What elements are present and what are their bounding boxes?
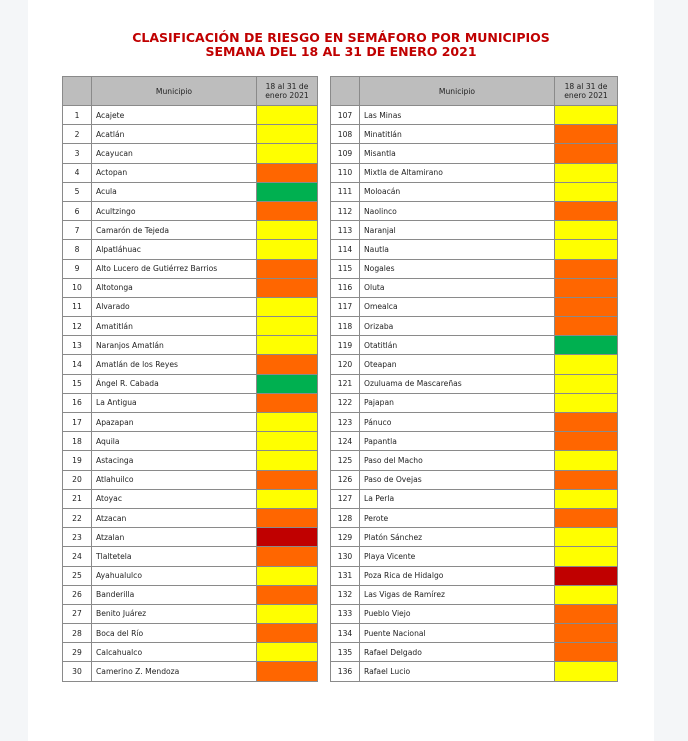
table-row: [331, 585, 618, 604]
title-line-2: SEMANA DEL 18 AL 31 DE ENERO 2021: [205, 44, 477, 59]
row-number: 122: [331, 393, 360, 412]
risk-color-cell: [257, 413, 318, 432]
municipio-name: Otatitlán: [360, 336, 555, 355]
risk-color-cell: [555, 662, 618, 681]
row-number: 128: [331, 508, 360, 527]
table-row: [331, 643, 618, 662]
risk-color-cell: [257, 297, 318, 316]
table-row: [331, 106, 618, 125]
risk-color-cell: [555, 106, 618, 125]
row-number: 18: [63, 432, 92, 451]
row-number: 108: [331, 125, 360, 144]
risk-color-cell: [555, 624, 618, 643]
municipio-name: La Perla: [360, 489, 555, 508]
risk-color-cell: [257, 355, 318, 374]
risk-color-cell: [555, 221, 618, 240]
table-row: [331, 547, 618, 566]
municipio-name: Acula: [92, 182, 257, 201]
table-row: [63, 413, 318, 432]
risk-color-cell: [555, 528, 618, 547]
table-row: [63, 221, 318, 240]
municipio-name: Rafael Delgado: [360, 643, 555, 662]
table-row: [331, 662, 618, 681]
table-row: [331, 604, 618, 623]
row-number: 17: [63, 413, 92, 432]
risk-color-cell: [555, 201, 618, 220]
risk-color-cell: [555, 355, 618, 374]
municipio-name: Papantla: [360, 432, 555, 451]
municipio-name: Apazapan: [92, 413, 257, 432]
municipio-name: Camerino Z. Mendoza: [92, 662, 257, 681]
risk-color-cell: [555, 604, 618, 623]
municipio-name: Ángel R. Cabada: [92, 374, 257, 393]
row-number: 26: [63, 585, 92, 604]
row-number: 118: [331, 317, 360, 336]
row-number: 29: [63, 643, 92, 662]
row-number: 135: [331, 643, 360, 662]
risk-color-cell: [257, 566, 318, 585]
header-municipio: Municipio: [92, 77, 257, 106]
row-number: 134: [331, 624, 360, 643]
risk-color-cell: [555, 413, 618, 432]
municipio-name: Rafael Lucio: [360, 662, 555, 681]
risk-color-cell: [257, 106, 318, 125]
header-period: [555, 77, 618, 106]
row-number: 126: [331, 470, 360, 489]
risk-color-cell: [257, 624, 318, 643]
municipio-name: Omealca: [360, 297, 555, 316]
municipio-name: Altotonga: [92, 278, 257, 297]
risk-color-cell: [257, 317, 318, 336]
risk-color-cell: [555, 297, 618, 316]
table-row: [331, 374, 618, 393]
row-number: 3: [63, 144, 92, 163]
row-number: 22: [63, 508, 92, 527]
municipio-name: Astacinga: [92, 451, 257, 470]
header-number: [63, 77, 92, 106]
table-row: [63, 489, 318, 508]
table-row: [331, 451, 618, 470]
municipio-name: Las Minas: [360, 106, 555, 125]
risk-color-cell: [257, 278, 318, 297]
table-row: [63, 662, 318, 681]
table-row: [331, 489, 618, 508]
risk-color-cell: [257, 489, 318, 508]
risk-color-cell: [257, 374, 318, 393]
row-number: 19: [63, 451, 92, 470]
table-row: [331, 125, 618, 144]
risk-color-cell: [555, 585, 618, 604]
row-number: 121: [331, 374, 360, 393]
table-row: [63, 163, 318, 182]
table-row: [63, 259, 318, 278]
table-row: [331, 566, 618, 585]
risk-color-cell: [555, 259, 618, 278]
risk-color-cell: [257, 240, 318, 259]
risk-color-cell: [555, 432, 618, 451]
document-title: [28, 31, 654, 59]
table-row: [331, 528, 618, 547]
municipio-name: Paso del Macho: [360, 451, 555, 470]
risk-color-cell: [257, 201, 318, 220]
table-row: [63, 355, 318, 374]
table-body-left: [63, 106, 318, 682]
risk-color-cell: [257, 528, 318, 547]
table-row: [331, 393, 618, 412]
table-row: [331, 317, 618, 336]
municipio-name: Atoyac: [92, 489, 257, 508]
row-number: 130: [331, 547, 360, 566]
row-number: 112: [331, 201, 360, 220]
header-period-line-1: 18 al 31 de: [564, 82, 608, 91]
row-number: 10: [63, 278, 92, 297]
row-number: 109: [331, 144, 360, 163]
risk-color-cell: [257, 221, 318, 240]
municipio-name: Paso de Ovejas: [360, 470, 555, 489]
row-number: 111: [331, 182, 360, 201]
risk-color-cell: [555, 547, 618, 566]
row-number: 119: [331, 336, 360, 355]
row-number: 116: [331, 278, 360, 297]
row-number: 12: [63, 317, 92, 336]
row-number: 28: [63, 624, 92, 643]
table-row: [63, 624, 318, 643]
municipio-name: Alvarado: [92, 297, 257, 316]
row-number: 25: [63, 566, 92, 585]
row-number: 23: [63, 528, 92, 547]
risk-color-cell: [257, 547, 318, 566]
row-number: 16: [63, 393, 92, 412]
table-row: [63, 240, 318, 259]
municipio-name: Atlahuilco: [92, 470, 257, 489]
municipio-name: Perote: [360, 508, 555, 527]
row-number: 24: [63, 547, 92, 566]
municipio-name: Acayucan: [92, 144, 257, 163]
row-number: 1: [63, 106, 92, 125]
table-row: [331, 336, 618, 355]
risk-color-cell: [257, 393, 318, 412]
table-row: [63, 336, 318, 355]
municipio-name: Tlaltetela: [92, 547, 257, 566]
table-row: [331, 144, 618, 163]
risk-color-cell: [257, 163, 318, 182]
row-number: 114: [331, 240, 360, 259]
risk-table-left: [62, 76, 318, 682]
row-number: 9: [63, 259, 92, 278]
risk-color-cell: [257, 259, 318, 278]
municipio-name: Acajete: [92, 106, 257, 125]
municipio-name: Oteapan: [360, 355, 555, 374]
row-number: 110: [331, 163, 360, 182]
risk-color-cell: [257, 643, 318, 662]
row-number: 136: [331, 662, 360, 681]
risk-color-cell: [555, 125, 618, 144]
table-row: [331, 221, 618, 240]
risk-color-cell: [257, 182, 318, 201]
row-number: 131: [331, 566, 360, 585]
risk-color-cell: [257, 432, 318, 451]
table-row: [331, 413, 618, 432]
municipio-name: Amatitlán: [92, 317, 257, 336]
municipio-name: Pajapan: [360, 393, 555, 412]
risk-color-cell: [555, 489, 618, 508]
risk-color-cell: [555, 144, 618, 163]
risk-color-cell: [555, 240, 618, 259]
table-row: [331, 470, 618, 489]
row-number: 13: [63, 336, 92, 355]
risk-color-cell: [555, 336, 618, 355]
risk-color-cell: [555, 182, 618, 201]
municipio-name: Alpatláhuac: [92, 240, 257, 259]
table-row: [331, 182, 618, 201]
header-period-line-2: enero 2021: [265, 91, 309, 100]
municipio-name: Ozuluama de Mascareñas: [360, 374, 555, 393]
header-period-line-1: 18 al 31 de: [265, 82, 309, 91]
risk-color-cell: [257, 336, 318, 355]
table-row: [63, 144, 318, 163]
risk-color-cell: [555, 278, 618, 297]
row-number: 7: [63, 221, 92, 240]
row-number: 5: [63, 182, 92, 201]
municipio-name: Nogales: [360, 259, 555, 278]
row-number: 132: [331, 585, 360, 604]
row-number: 124: [331, 432, 360, 451]
municipio-name: Platón Sánchez: [360, 528, 555, 547]
document-page: [28, 0, 654, 741]
row-number: 117: [331, 297, 360, 316]
table-row: [63, 566, 318, 585]
header-period-line-2: enero 2021: [564, 91, 608, 100]
municipio-name: Moloacán: [360, 182, 555, 201]
municipio-name: Actopan: [92, 163, 257, 182]
municipio-name: Orizaba: [360, 317, 555, 336]
table-row: [63, 297, 318, 316]
row-number: 20: [63, 470, 92, 489]
row-number: 113: [331, 221, 360, 240]
municipio-name: Misantla: [360, 144, 555, 163]
table-header-row: [63, 77, 318, 106]
table-row: [63, 125, 318, 144]
table-row: [331, 624, 618, 643]
municipio-name: Minatitlán: [360, 125, 555, 144]
municipio-name: Banderilla: [92, 585, 257, 604]
table-row: [63, 374, 318, 393]
table-body-right: [331, 106, 618, 682]
table-row: [63, 432, 318, 451]
table-row: [63, 201, 318, 220]
municipio-name: Naolinco: [360, 201, 555, 220]
table-row: [63, 585, 318, 604]
risk-table-right: [330, 76, 618, 682]
municipio-name: Atzacan: [92, 508, 257, 527]
municipio-name: Amatlán de los Reyes: [92, 355, 257, 374]
risk-color-cell: [257, 604, 318, 623]
municipio-name: Atzalan: [92, 528, 257, 547]
table-row: [63, 643, 318, 662]
risk-color-cell: [555, 566, 618, 585]
municipio-name: Playa Vicente: [360, 547, 555, 566]
table-row: [63, 604, 318, 623]
risk-color-cell: [555, 393, 618, 412]
table-row: [63, 451, 318, 470]
table-row: [331, 508, 618, 527]
municipio-name: Naranjos Amatlán: [92, 336, 257, 355]
municipio-name: Pueblo Viejo: [360, 604, 555, 623]
row-number: 129: [331, 528, 360, 547]
risk-color-cell: [555, 374, 618, 393]
risk-color-cell: [257, 451, 318, 470]
risk-color-cell: [555, 470, 618, 489]
row-number: 11: [63, 297, 92, 316]
title-line-1: CLASIFICACIÓN DE RIESGO EN SEMÁFORO POR MUNICIPIOS: [132, 30, 550, 45]
table-row: [331, 278, 618, 297]
row-number: 15: [63, 374, 92, 393]
risk-color-cell: [257, 662, 318, 681]
table-row: [331, 297, 618, 316]
row-number: 125: [331, 451, 360, 470]
municipio-name: Camarón de Tejeda: [92, 221, 257, 240]
risk-color-cell: [257, 125, 318, 144]
risk-color-cell: [257, 144, 318, 163]
row-number: 27: [63, 604, 92, 623]
table-row: [63, 182, 318, 201]
risk-color-cell: [555, 451, 618, 470]
header-period: [257, 77, 318, 106]
municipio-name: Acultzingo: [92, 201, 257, 220]
table-row: [331, 355, 618, 374]
row-number: 8: [63, 240, 92, 259]
risk-color-cell: [257, 508, 318, 527]
municipio-name: Poza Rica de Hidalgo: [360, 566, 555, 585]
municipio-name: Boca del Río: [92, 624, 257, 643]
row-number: 107: [331, 106, 360, 125]
table-row: [63, 393, 318, 412]
municipio-name: Acatlán: [92, 125, 257, 144]
table-row: [63, 470, 318, 489]
municipio-name: Pánuco: [360, 413, 555, 432]
row-number: 30: [63, 662, 92, 681]
row-number: 127: [331, 489, 360, 508]
municipio-name: Benito Juárez: [92, 604, 257, 623]
table-row: [331, 201, 618, 220]
table-row: [63, 317, 318, 336]
municipio-name: Nautla: [360, 240, 555, 259]
table-row: [331, 240, 618, 259]
row-number: 123: [331, 413, 360, 432]
row-number: 133: [331, 604, 360, 623]
row-number: 115: [331, 259, 360, 278]
table-row: [331, 259, 618, 278]
table-row: [63, 528, 318, 547]
municipio-name: Calcahualco: [92, 643, 257, 662]
table-row: [331, 432, 618, 451]
row-number: 6: [63, 201, 92, 220]
municipio-name: La Antigua: [92, 393, 257, 412]
table-row: [63, 106, 318, 125]
row-number: 2: [63, 125, 92, 144]
table-row: [63, 278, 318, 297]
row-number: 120: [331, 355, 360, 374]
municipio-name: Alto Lucero de Gutiérrez Barrios: [92, 259, 257, 278]
table-header-row: [331, 77, 618, 106]
municipio-name: Ayahualulco: [92, 566, 257, 585]
risk-color-cell: [555, 643, 618, 662]
municipio-name: Puente Nacional: [360, 624, 555, 643]
risk-color-cell: [555, 317, 618, 336]
risk-color-cell: [257, 470, 318, 489]
risk-color-cell: [555, 163, 618, 182]
row-number: 21: [63, 489, 92, 508]
risk-color-cell: [257, 585, 318, 604]
municipio-name: Las Vigas de Ramírez: [360, 585, 555, 604]
table-row: [63, 508, 318, 527]
header-municipio: Municipio: [360, 77, 555, 106]
table-row: [63, 547, 318, 566]
row-number: 14: [63, 355, 92, 374]
municipio-name: Oluta: [360, 278, 555, 297]
row-number: 4: [63, 163, 92, 182]
municipio-name: Mixtla de Altamirano: [360, 163, 555, 182]
risk-color-cell: [555, 508, 618, 527]
header-number: [331, 77, 360, 106]
municipio-name: Naranjal: [360, 221, 555, 240]
table-row: [331, 163, 618, 182]
municipio-name: Aquila: [92, 432, 257, 451]
